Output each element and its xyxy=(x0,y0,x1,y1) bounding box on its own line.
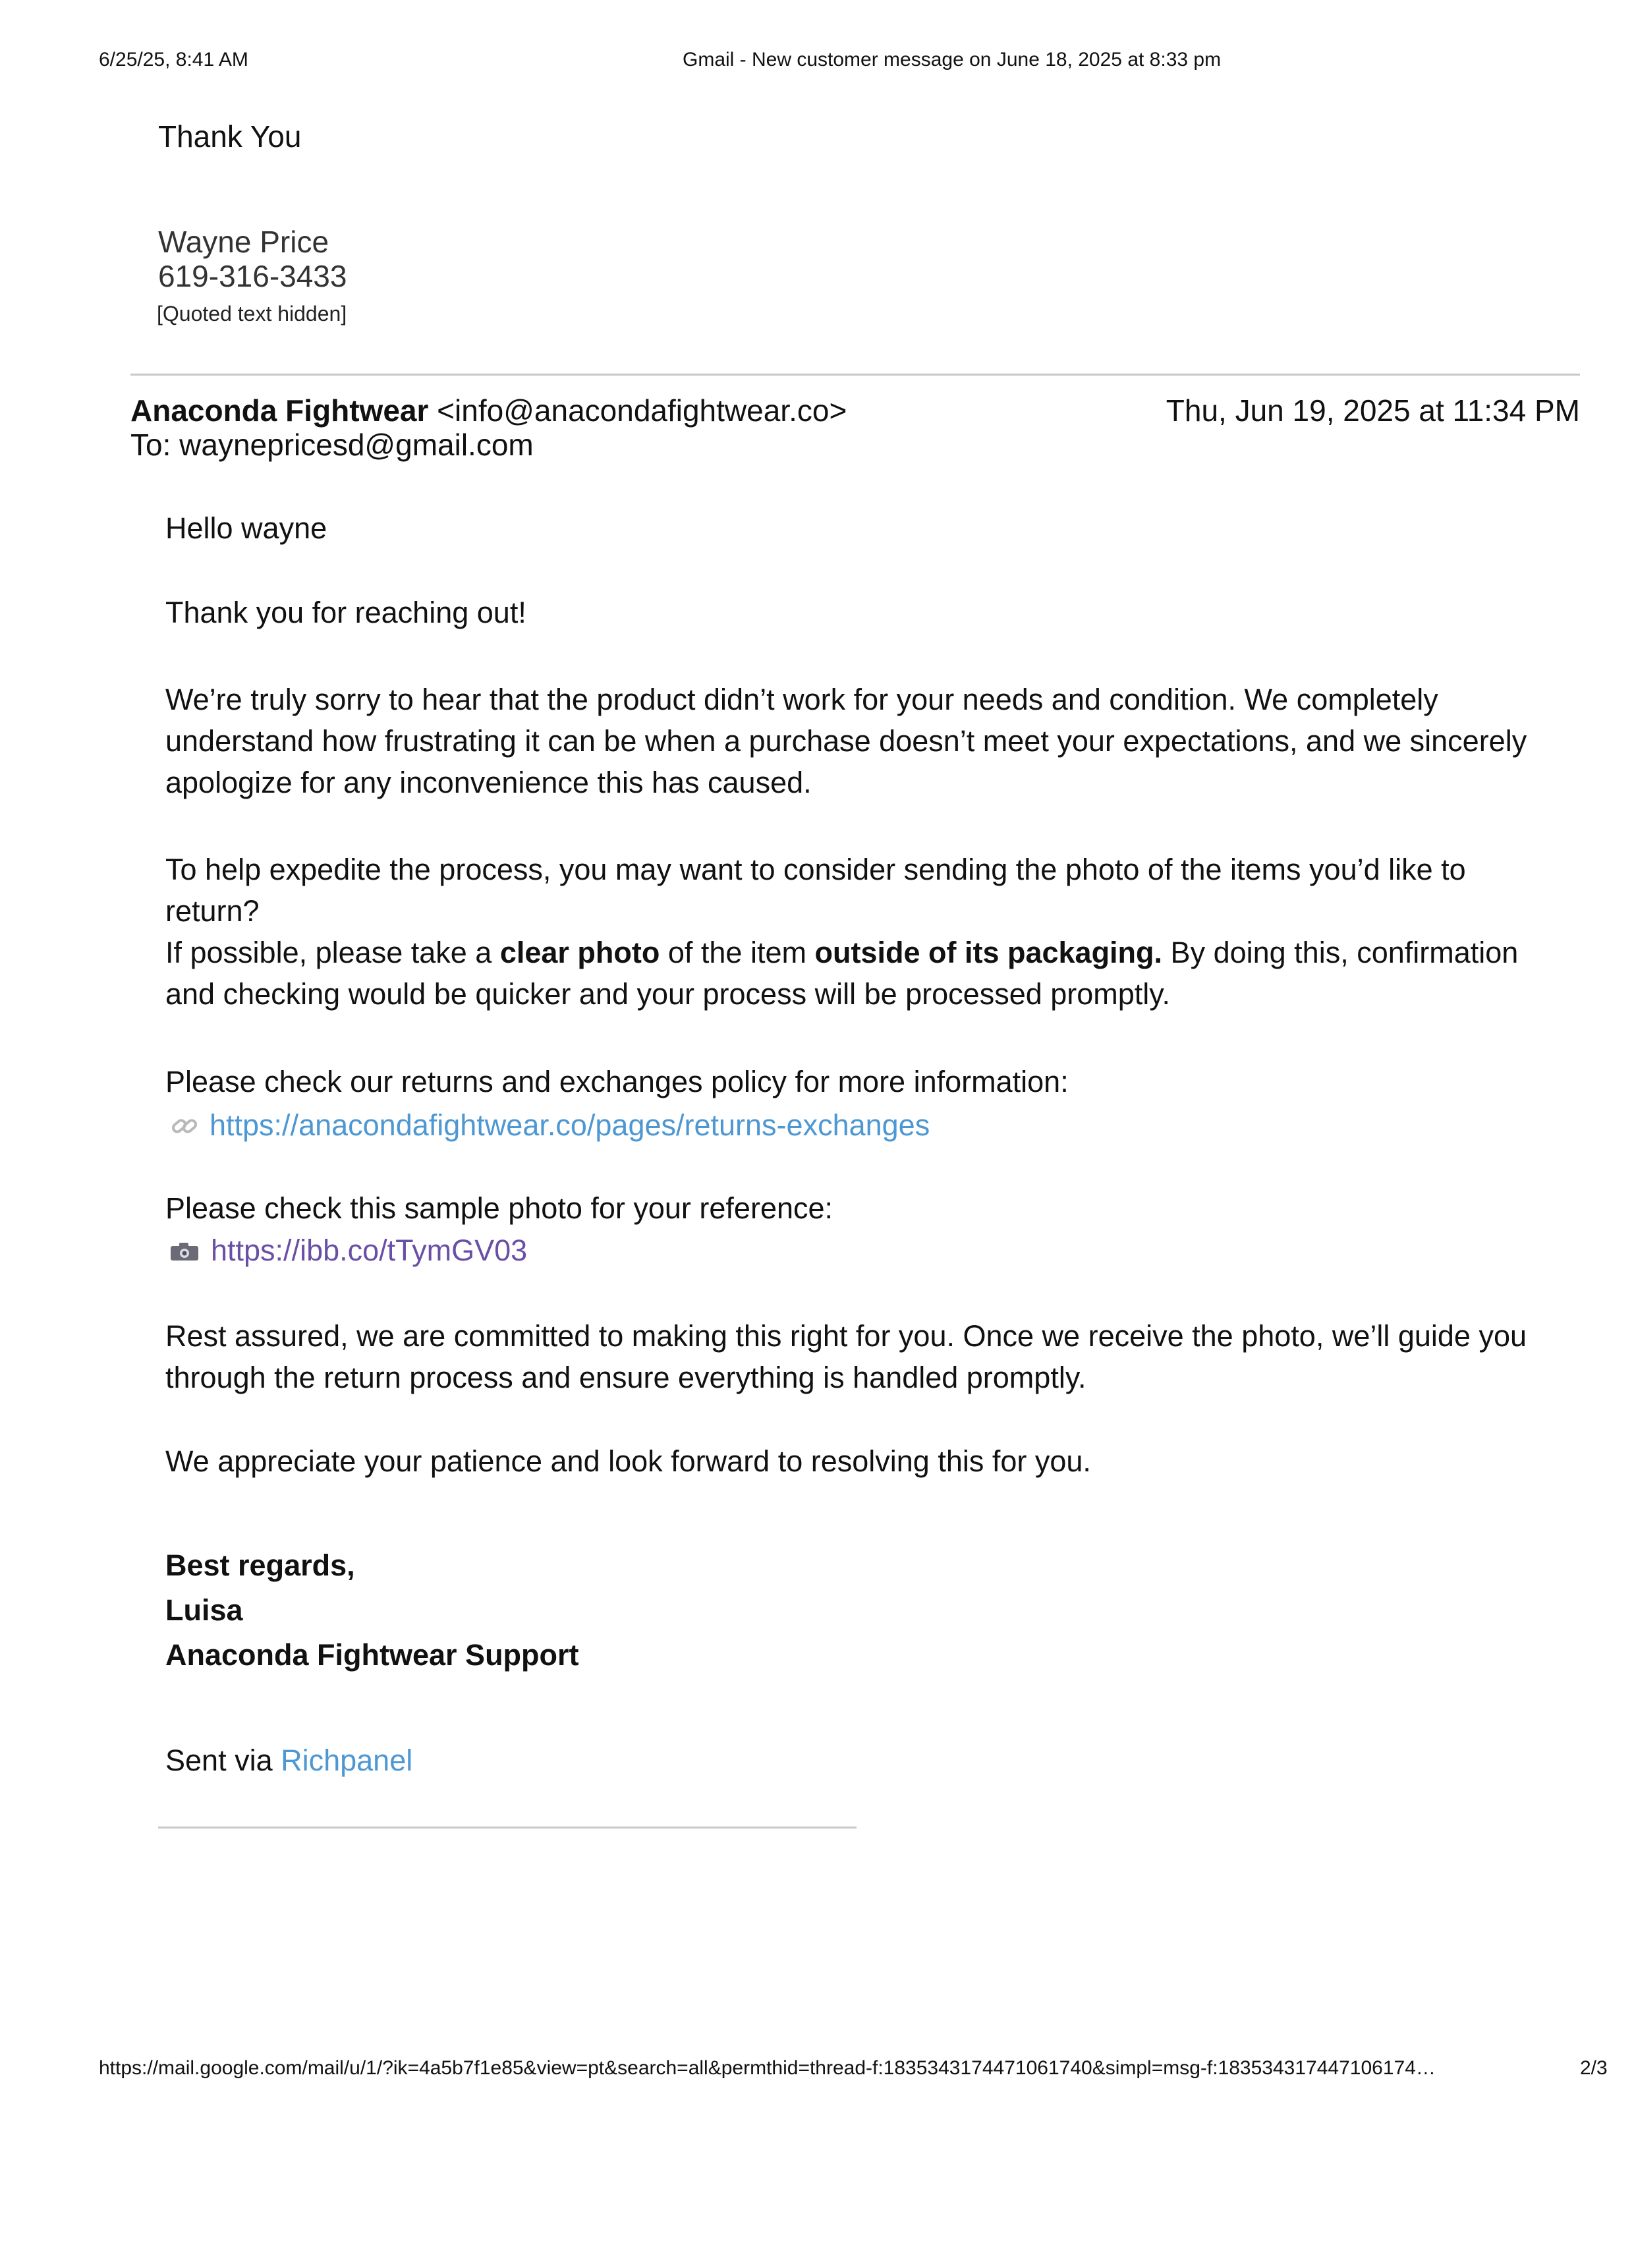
thanks-line: Thank you for reaching out! xyxy=(165,596,526,629)
signature-phone: 619-316-3433 xyxy=(158,259,347,293)
sample-photo-link[interactable]: https://ibb.co/tTymGV03 xyxy=(211,1233,528,1267)
photo-text-2: of the item xyxy=(660,936,815,969)
photo-text-1: If possible, please take a xyxy=(165,936,500,969)
photo-bold-clear-photo: clear photo xyxy=(499,936,660,969)
paragraph-expedite: To help expedite the process, you may want to consider sending the photo of the items you’d like to return? xyxy=(165,853,1466,928)
signature-divider xyxy=(158,1827,857,1829)
paragraph-photo xyxy=(165,932,1536,1015)
print-footer-url: https://mail.google.com/mail/u/1/?ik=4a5b7f1e85&view=pt&search=all&permthid=thread-f:1835343174471061740&simpl=msg-f:183534317447106174… xyxy=(99,2057,1436,2079)
to-label: To: xyxy=(130,428,171,462)
signoff-regards: Best regards, xyxy=(165,1548,355,1582)
returns-policy-link[interactable]: https://anacondafightwear.co/pages/returns-exchanges xyxy=(210,1108,930,1142)
print-page-number: 2/3 xyxy=(1580,2057,1608,2079)
paragraph-sorry: We’re truly sorry to hear that the product didn’t work for your needs and condition. We completely understand how frustrating it can be when a purchase doesn’t meet your expectations, and we sincerely apologize for any inconvenience this has caused. xyxy=(165,683,1527,799)
sent-via xyxy=(165,1740,412,1781)
policy-link-row[interactable] xyxy=(170,1104,930,1146)
paragraph-appreciate: We appreciate your patience and look forward to resolving this for you. xyxy=(165,1444,1091,1478)
message-date: Thu, Jun 19, 2025 at 11:34 PM xyxy=(1166,393,1580,428)
paragraph-assured: Rest assured, we are committed to making this right for you. Once we receive the photo, we’ll guide you through the return process and ensure everything is handled promptly. xyxy=(165,1319,1527,1394)
sent-via-label: Sent via xyxy=(165,1744,281,1777)
sender-email: <info@anacondafightwear.co> xyxy=(437,393,847,428)
previous-closing: Thank You xyxy=(158,119,302,154)
greeting: Hello wayne xyxy=(165,511,327,545)
policy-intro: Please check our returns and exchanges policy for more information: xyxy=(165,1065,1069,1098)
sender-name: Anaconda Fightwear xyxy=(130,393,429,428)
signature-name: Wayne Price xyxy=(158,225,329,259)
photo-text-3: By doing this, confirmation and checking would be quicker and your process will be processed promptly. xyxy=(165,936,1519,1011)
print-page-title: Gmail - New customer message on June 18, 2025 at 8:33 pm xyxy=(683,49,1222,71)
richpanel-link[interactable]: Richpanel xyxy=(281,1744,413,1777)
message-divider xyxy=(130,374,1580,376)
sample-link-row[interactable] xyxy=(170,1230,527,1271)
recipient xyxy=(130,427,534,463)
sample-intro: Please check this sample photo for your reference: xyxy=(165,1191,833,1225)
to-address: waynepricesd@gmail.com xyxy=(179,428,534,462)
photo-bold-outside-packaging: outside of its packaging. xyxy=(814,936,1163,969)
quoted-text-hidden[interactable]: [Quoted text hidden] xyxy=(157,302,347,326)
sender xyxy=(130,393,847,428)
camera-icon xyxy=(170,1231,199,1251)
print-timestamp: 6/25/25, 8:41 AM xyxy=(99,49,248,71)
link-chain-icon xyxy=(170,1108,199,1135)
signoff-name: Luisa xyxy=(165,1593,243,1627)
signoff-team: Anaconda Fightwear Support xyxy=(165,1638,579,1672)
